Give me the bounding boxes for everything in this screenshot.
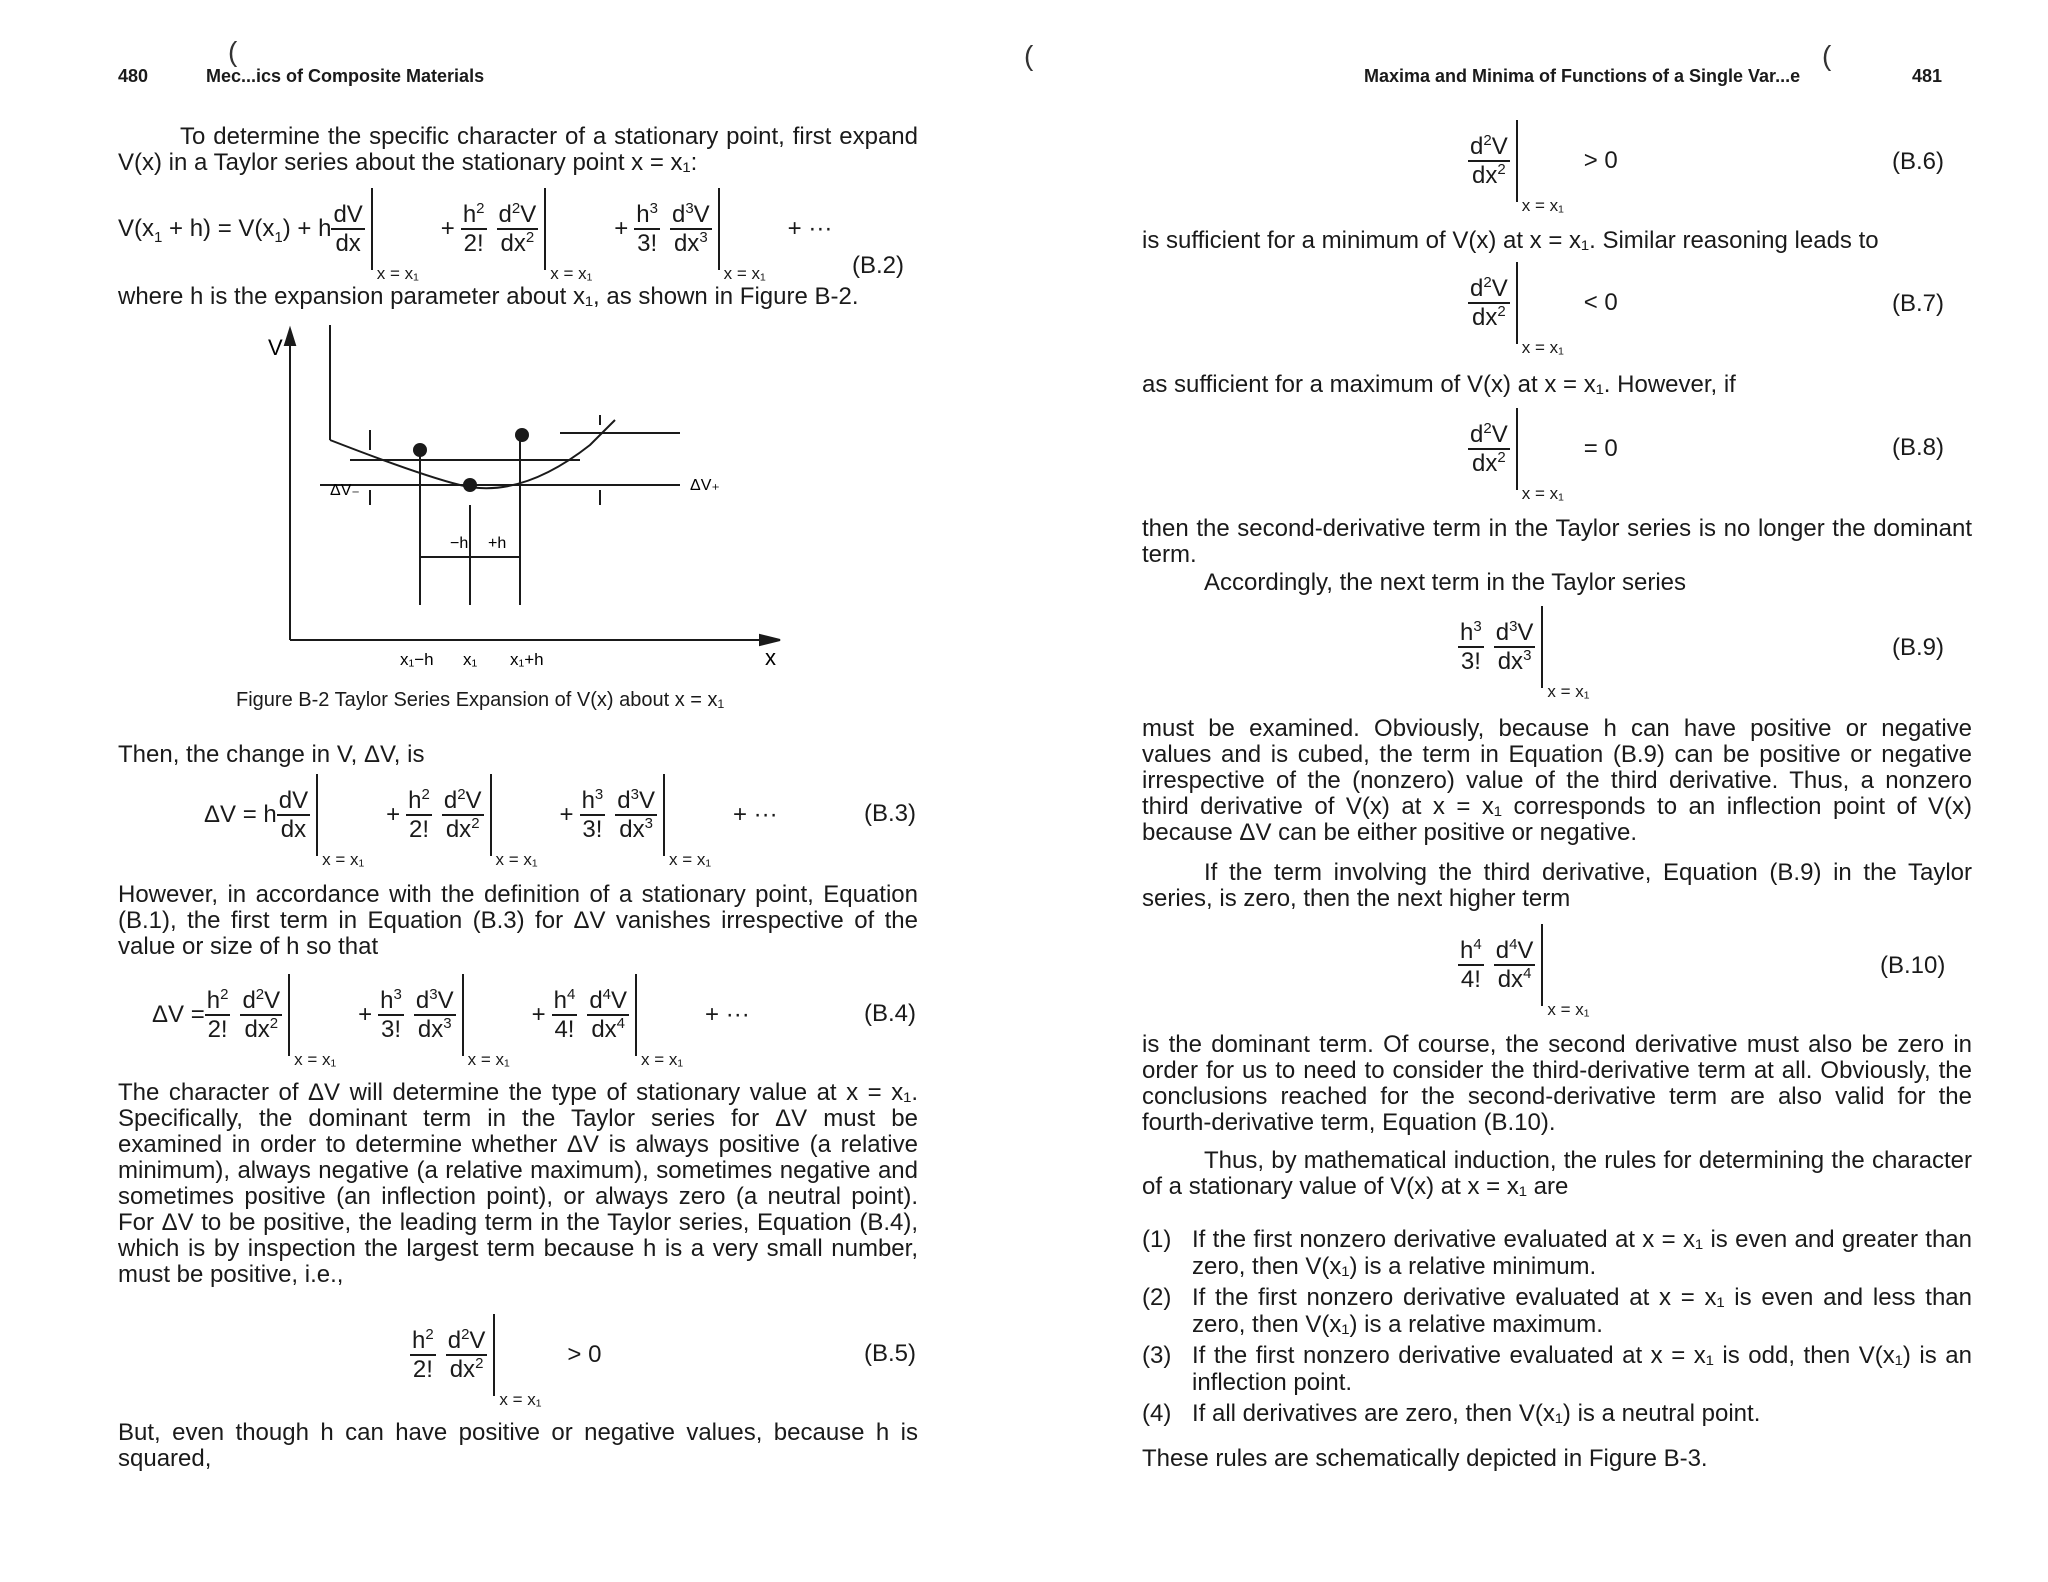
scan-mark: ( [1024, 40, 1034, 71]
y-label: V [268, 335, 283, 360]
eval-bar: x = x₁ [1541, 606, 1563, 688]
fraction: $\frac{dV}{dx}$ [333, 201, 363, 257]
fraction: $\frac{dV}{dx}$ [278, 787, 309, 843]
tick-label: x₁−h [400, 650, 434, 669]
point-right [515, 428, 529, 442]
eval-bar: x = x₁ [544, 188, 608, 270]
fraction: $\frac{d^3V}{dx^3}$ [617, 786, 655, 843]
eval-bar: x = x₁ [1516, 408, 1578, 490]
fraction: $\frac{h^2}{2!}$ [412, 1326, 434, 1383]
paragraph: To determine the specific character of a stationary point, first expand V(x) in a Taylor series about the stationary point x = x₁: [118, 123, 918, 176]
figure-caption: Figure B-2 Taylor Series Expansion of V(x) about x = x₁ [236, 689, 725, 711]
minus-h-label: −h [450, 535, 469, 552]
equation-b10 [1458, 924, 1590, 1019]
fraction: $\frac{h^3}{3!}$ [1460, 618, 1482, 675]
eval-bar: x = x₁ [1541, 924, 1563, 1006]
equation-number: (B.3) [864, 800, 917, 827]
fraction: $\frac{d^4V}{dx^4}$ [1495, 936, 1534, 993]
running-head: Mec...ics of Composite Materials [206, 66, 485, 86]
fraction: $\frac{d^2V}{dx^2}$ [242, 986, 281, 1043]
running-head: Maxima and Minima of Functions of a Single Var...e [1364, 66, 1801, 86]
right-page [1024, 0, 2048, 1582]
equation-number: (B.9) [1892, 634, 1945, 661]
fraction: $\frac{d^3V}{dx^3}$ [1495, 618, 1534, 675]
y-axis-arrow [285, 329, 295, 345]
tick-label: x₁ [463, 650, 478, 669]
fraction: $\frac{h^3}{3!}$ [581, 786, 604, 843]
fraction: $\frac{h^4}{4!}$ [1460, 936, 1482, 993]
equation-b3: ΔV = h $\frac{dV}{dx}$ x = x₁ + $\frac{h^2}{2!}$ $\frac{d^2V}{dx^2}$ x = x₁ + $\frac{h^3}{3!}$ $\frac{d^3V}{dx^3}$ x = x₁ + ··· [204, 774, 784, 856]
paragraph: However, in accordance with the definition of a stationary point, Equation (B.1), the first term in Equation (B.3) for ΔV vanishes irrespective of the value or size of h so that [118, 881, 918, 960]
fraction: $\frac{d^3V}{dx^3}$ [415, 986, 454, 1043]
fraction: $\frac{h^2}{2!}$ [206, 986, 229, 1043]
eval-bar: x = x₁ [316, 774, 380, 856]
fraction: $\frac{d^2V}{dx^2}$ [447, 1326, 486, 1383]
equation-b4: ΔV = $\frac{h^2}{2!}$ $\frac{d^2V}{dx^2}$ x = x₁ + $\frac{h^3}{3!}$ $\frac{d^3V}{dx^3}$ x = x₁ + $\frac{h^4}{4!}$ $\frac{d^4V}{dx^4}$ x = x₁ + ··· [152, 974, 756, 1056]
scan-mark: ( [1822, 40, 1832, 71]
list-item: (3) If the first nonzero derivative evaluated at x = x₁ is odd, then V(x₁) is an inflection point. [1142, 1342, 1972, 1396]
equation-number: (B.8) [1892, 434, 1945, 461]
equation-number: (B.6) [1892, 148, 1945, 175]
paragraph: where h is the expansion parameter about x₁, as shown in Figure B-2. [118, 283, 859, 310]
dv-minus-label: ΔV₋ [330, 482, 360, 499]
eval-bar: x = x₁ [371, 188, 435, 270]
fraction: $\frac{d^2V}{dx^2}$ [498, 200, 537, 257]
dv-plus-label: ΔV₊ [690, 477, 720, 494]
fraction: $\frac{d^2V}{dx^2}$ [1470, 132, 1508, 189]
eval-bar: x = x₁ [490, 774, 554, 856]
scan-mark: ( [228, 36, 238, 67]
fraction: $\frac{d^4V}{dx^4}$ [589, 986, 628, 1043]
eval-bar: x = x₁ [718, 188, 782, 270]
paragraph: If the term involving the third derivative, Equation (B.9) in the Taylor series, is zero, then the next higher term [1142, 859, 1972, 912]
paragraph: as sufficient for a maximum of V(x) at x = x₁. However, if [1142, 371, 1736, 398]
equation-number: (B.2) [852, 252, 905, 279]
paragraph: Then, the change in V, ΔV, is [118, 741, 425, 768]
fraction: $\frac{d^2V}{dx^2}$ [1470, 420, 1508, 477]
page-number: 481 [1912, 66, 1943, 86]
list-item: (4) If all derivatives are zero, then V(x₁) is a neutral point. [1142, 1400, 1761, 1427]
fraction: $\frac{h^2}{2!}$ [408, 786, 430, 843]
left-page [0, 0, 1000, 1582]
tick-label: x₁+h [510, 650, 544, 669]
eval-bar: x = x₁ [288, 974, 352, 1056]
list-item: (2) If the first nonzero derivative evaluated at x = x₁ is even and less than zero, then V(x₁) is a relative maximum. [1142, 1284, 1972, 1338]
paragraph: then the second-derivative term in the Taylor series is no longer the dominant term. [1142, 515, 1972, 568]
fraction: $\frac{h^3}{3!}$ [636, 200, 658, 257]
x-label: x [765, 645, 776, 670]
x-axis-arrow [760, 635, 780, 645]
paragraph: is the dominant term. Of course, the second derivative must also be zero in order for us to need to consider the third-derivative term at all. Obviously, the conclusions reached for the second-derivative term are also valid for the fourth-derivative term, Equation (B.10). [1142, 1031, 1972, 1136]
paragraph: But, even though h can have positive or negative values, because h is squared, [118, 1419, 918, 1472]
list-item: (1) If the first nonzero derivative evaluated at x = x₁ is even and greater than zero, then V(x₁) is a relative minimum. [1142, 1226, 1972, 1280]
equation-b2: $V(x_1 + h) = V(x_1) + h$ $\frac{dV}{dx}$ x = x₁ + $\frac{h^2}{2!}$ $\frac{d^2V}{dx^2}$ x = x₁ + $\frac{h^3}{3!}$ $\frac{d^3V}{dx^3}$ x = x₁ + ··· [118, 188, 838, 270]
eval-bar: x = x₁ [635, 974, 699, 1056]
equation-number: (B.5) [864, 1340, 917, 1367]
equation-number: (B.4) [864, 1000, 917, 1027]
equation-b6: $\frac{d^2V}{dx^2}$ x = x₁ > 0 [1468, 120, 1624, 202]
page-number: 480 [118, 66, 149, 86]
equation-number: (B.7) [1892, 290, 1945, 317]
paragraph: is sufficient for a minimum of V(x) at x = x₁. Similar reasoning leads to [1142, 227, 1879, 254]
fraction: $\frac{d^2V}{dx^2}$ [443, 786, 482, 843]
fraction: $\frac{d^3V}{dx^3}$ [671, 200, 710, 257]
equation-number: (B.10) [1880, 952, 1946, 979]
paragraph: These rules are schematically depicted in Figure B-3. [1142, 1445, 1708, 1472]
curve [330, 420, 615, 488]
equation-b8: $\frac{d^2V}{dx^2}$ x = x₁ = 0 [1468, 408, 1624, 490]
figure-b2 [260, 325, 800, 685]
eval-bar: x = x₁ [663, 774, 727, 856]
equation-b9 [1458, 606, 1590, 701]
eval-bar: x = x₁ [1516, 120, 1578, 202]
eval-bar: x = x₁ [462, 974, 526, 1056]
plus-h-label: +h [488, 535, 507, 552]
fraction: $\frac{d^2V}{dx^2}$ [1470, 274, 1508, 331]
fraction: $\frac{h^3}{3!}$ [380, 986, 402, 1043]
point-left [413, 443, 427, 457]
equation-b5: $\frac{h^2}{2!}$ $\frac{d^2V}{dx^2}$ x = x₁ > 0 [410, 1314, 607, 1396]
fraction: $\frac{h^2}{2!}$ [462, 200, 485, 257]
fraction: $\frac{h^4}{4!}$ [553, 986, 576, 1043]
paragraph: The character of ΔV will determine the type of stationary value at x = x₁. Specifically, the dominant term in the Taylor series for ΔV must be examined in order to determine whether ΔV is always positive (a relative minimum), always negative (a relative maximum), sometimes negative and sometimes positive (an inflection point), or always zero (a neutral point). For ΔV to be positive, the leading term in the Taylor series, Equation (B.4), which is by inspection the largest term because h is a very small number, must be positive, i.e., [118, 1079, 918, 1288]
equation-b7: $\frac{d^2V}{dx^2}$ x = x₁ < 0 [1468, 262, 1624, 344]
paragraph: must be examined. Obviously, because h can have positive or negative values and is cubed, the term in Equation (B.9) can be positive or negative irrespective of the (nonzero) value of the third derivative. Thus, a nonzero third derivative of V(x) at x = x₁ corresponds to an inflection point of V(x) because ΔV can be either positive or negative. [1142, 715, 1972, 846]
eval-bar: x = x₁ [493, 1314, 561, 1396]
paragraph: Accordingly, the next term in the Taylor series [1204, 569, 1686, 596]
point-min [463, 478, 477, 492]
eq-term: $V(x_1 + h) = V(x_1) + h$ [118, 215, 332, 246]
eval-bar: x = x₁ [1516, 262, 1578, 344]
paragraph: Thus, by mathematical induction, the rules for determining the character of a stationary value of V(x) at x = x₁ are [1142, 1147, 1972, 1200]
